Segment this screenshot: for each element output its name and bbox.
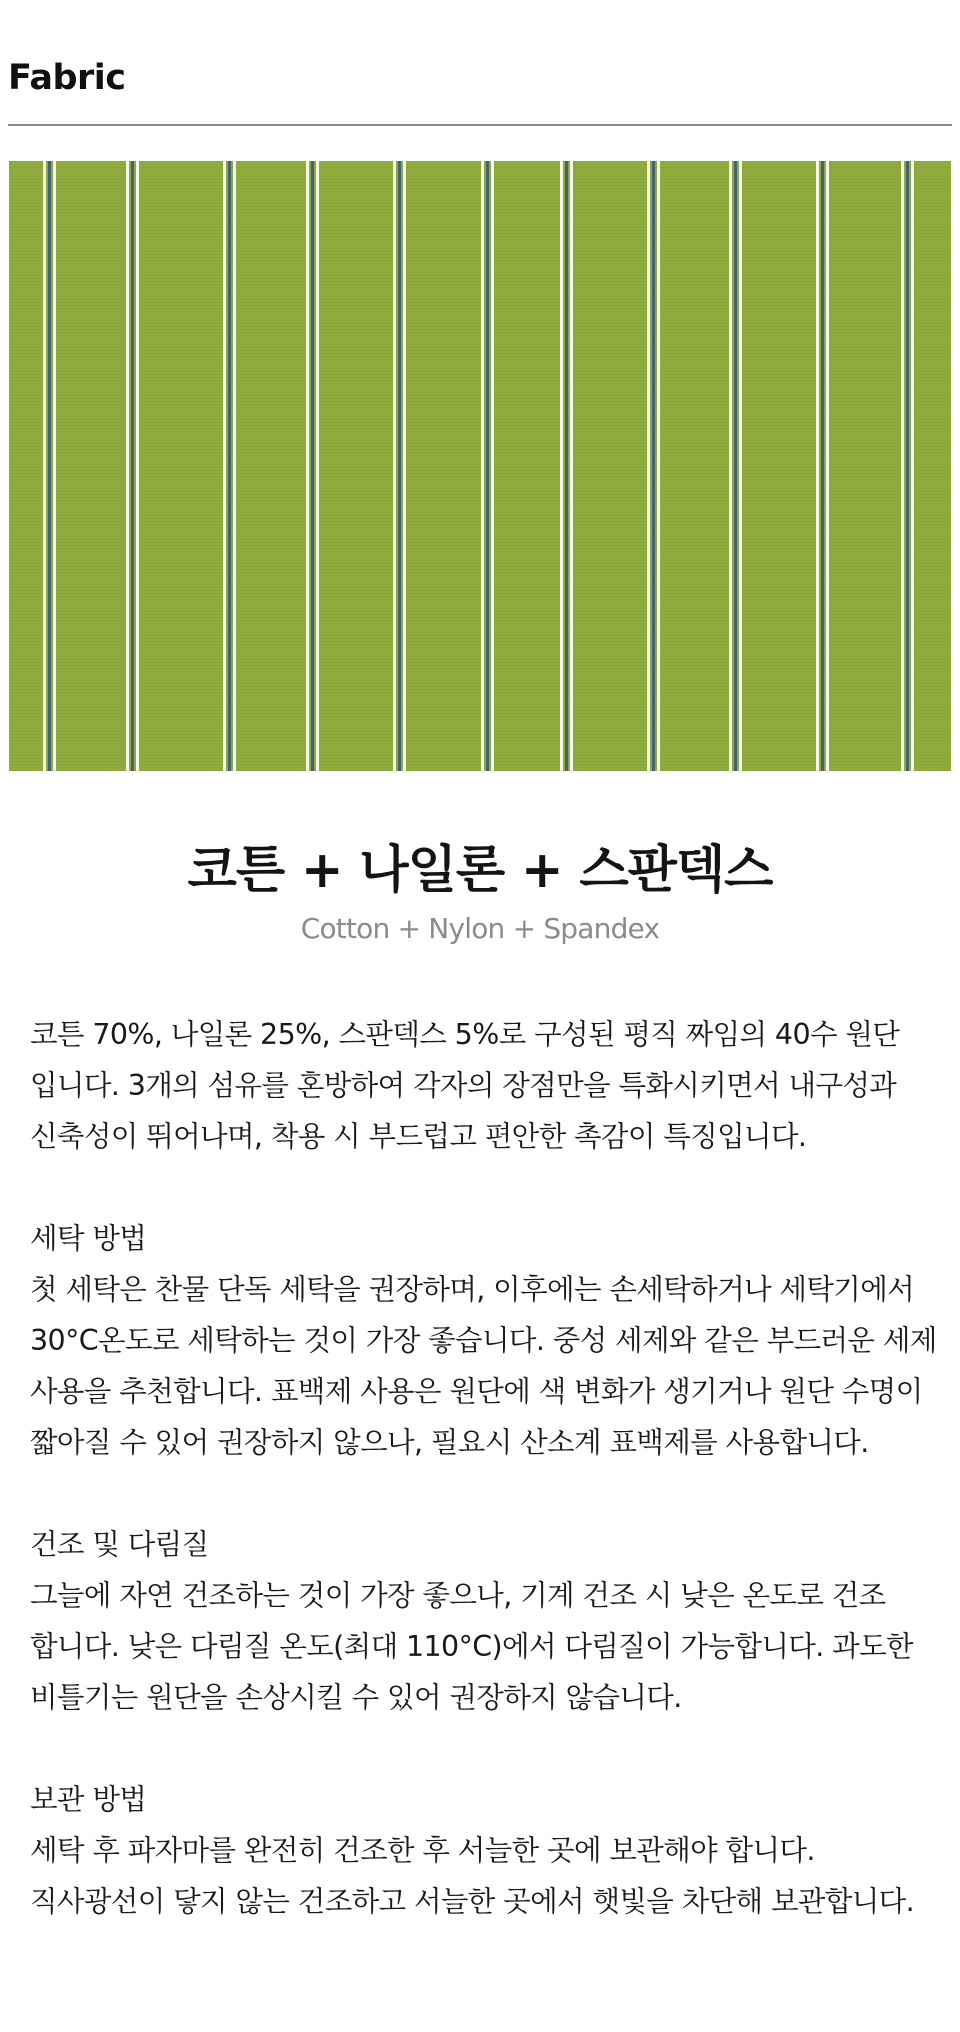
storage-line: 세탁 후 파자마를 완전히 건조한 후 서늘한 곳에 보관해야 합니다. bbox=[30, 1834, 815, 1867]
fabric-stripe bbox=[391, 161, 408, 771]
washing-heading: 세탁 방법 bbox=[30, 1222, 147, 1255]
title-divider bbox=[8, 124, 952, 126]
washing-line: 첫 세탁은 찬물 단독 세탁을 권장하며, 이후에는 손세탁하거나 세탁기에서 bbox=[30, 1273, 915, 1306]
fabric-swatch-image bbox=[9, 161, 951, 771]
fabric-stripe bbox=[645, 161, 662, 771]
storage-heading: 보관 방법 bbox=[30, 1783, 147, 1816]
washing-line: 사용을 추천합니다. 표백제 사용은 원단에 색 변화가 생기거나 원단 수명이 bbox=[30, 1375, 923, 1408]
fabric-description bbox=[30, 1009, 945, 1162]
fabric-stripe bbox=[558, 161, 575, 771]
drying-section bbox=[30, 1519, 945, 1723]
washing-line: 짧아질 수 있어 권장하지 않으나, 필요시 산소계 표백제를 사용합니다. bbox=[30, 1426, 869, 1459]
fabric-stripe bbox=[479, 161, 496, 771]
drying-line: 비틀기는 원단을 손상시킬 수 있어 권장하지 않습니다. bbox=[30, 1681, 682, 1714]
fabric-stripe bbox=[124, 161, 141, 771]
description-line: 신축성이 뛰어나며, 착용 시 부드럽고 편안한 촉감이 특징입니다. bbox=[30, 1120, 807, 1153]
fabric-stripe bbox=[41, 161, 58, 771]
storage-line: 직사광선이 닿지 않는 건조하고 서늘한 곳에서 햇빛을 차단해 보관합니다. bbox=[30, 1885, 915, 1918]
composition-title-korean: 코튼 + 나일론 + 스판덱스 bbox=[187, 841, 773, 900]
description-line: 코튼 70%, 나일론 25%, 스판덱스 5%로 구성된 평직 짜임의 40수 원단 bbox=[30, 1018, 900, 1051]
fabric-stripe bbox=[727, 161, 744, 771]
fabric-stripe bbox=[814, 161, 831, 771]
washing-section bbox=[30, 1213, 945, 1468]
composition-title-english: Cotton + Nylon + Spandex bbox=[300, 912, 660, 945]
fabric-stripe bbox=[304, 161, 321, 771]
description-line: 입니다. 3개의 섬유를 혼방하여 각자의 장점만을 특화시키면서 내구성과 bbox=[30, 1069, 897, 1102]
drying-line: 그늘에 자연 건조하는 것이 가장 좋으나, 기계 건조 시 낮은 온도로 건조 bbox=[30, 1579, 886, 1612]
fabric-stripe bbox=[899, 161, 916, 771]
section-title: Fabric bbox=[8, 58, 126, 98]
fabric-stripe bbox=[221, 161, 238, 771]
drying-heading: 건조 및 다림질 bbox=[30, 1528, 209, 1561]
storage-section bbox=[30, 1774, 945, 1927]
washing-line: 30°C온도로 세탁하는 것이 가장 좋습니다. 중성 세제와 같은 부드러운 세제 bbox=[30, 1324, 937, 1357]
fabric-care-content bbox=[30, 1009, 945, 1978]
drying-line: 합니다. 낮은 다림질 온도(최대 110°C)에서 다림질이 가능합니다. 과도한 bbox=[30, 1630, 913, 1663]
